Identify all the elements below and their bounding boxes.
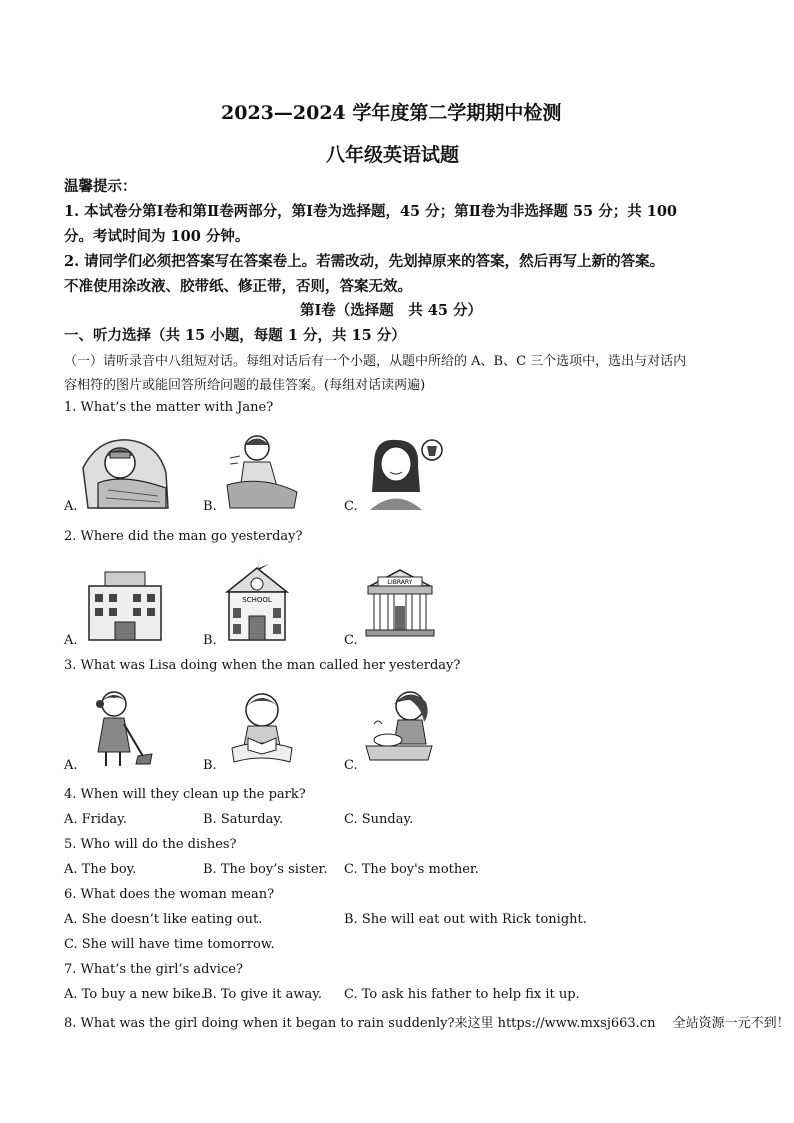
q1-option-a: A. — [64, 499, 78, 514]
q4-option-c: C. Sunday. — [344, 812, 414, 827]
tips-line-1a: 1. 本试卷分第Ⅰ卷和第Ⅱ卷两部分，第Ⅰ卷为选择题，45 分；第Ⅱ卷为非选择题 55 分；共 100 — [64, 203, 678, 220]
tips-line-2a: 2. 请同学们必须把答案写在答案卷上。若需改动，先划掉原来的答案，然后再写上新的答案。 — [64, 253, 665, 270]
question-4: 4. When will they clean up the park? — [64, 787, 306, 802]
question-7: 7. What’s the girl’s advice? — [64, 962, 243, 977]
school-building-image — [223, 556, 291, 642]
question-1: 1. What’s the matter with Jane? — [64, 400, 274, 415]
q3-option-b: B. — [203, 758, 217, 773]
q6-option-a: A. She doesn’t like eating out. — [64, 912, 263, 927]
nosebleed-image — [222, 430, 302, 510]
q3-option-a: A. — [64, 758, 78, 773]
q2-option-a: A. — [64, 633, 78, 648]
girl-sweeping-image — [90, 688, 156, 768]
question-3: 3. What was Lisa doing when the man called her yesterday? — [64, 658, 461, 673]
section1-title: 一、听力选择（共 15 小题，每题 1 分，共 15 分） — [64, 327, 406, 344]
tips-line-2b: 不准使用涂改液、胶带纸、修正带，否则，答案无效。 — [64, 278, 412, 295]
question-8: 8. What was the girl doing when it began to rain suddenly?来这里 https://www.mxsj663.cn 全站资源一元不到！ — [64, 1016, 790, 1031]
q2-option-b: B. — [203, 633, 217, 648]
library-building-image — [364, 568, 436, 638]
sick-in-bed-image — [78, 428, 173, 510]
q1-option-b: B. — [203, 499, 217, 514]
q1-option-c: C. — [344, 499, 358, 514]
exam-subtitle: 八年级英语试题 — [326, 144, 460, 166]
q3-option-c: C. — [344, 758, 358, 773]
q5-option-a: A. The boy. — [64, 862, 137, 877]
school-sign: SCHOOL — [242, 596, 272, 604]
girl-reading-image — [228, 688, 296, 766]
q2-option-c: C. — [344, 633, 358, 648]
tips-heading: 温馨提示： — [64, 178, 137, 195]
question-2: 2. Where did the man go yesterday? — [64, 529, 303, 544]
instruction-line-b: 容相符的图片或能回答所给问题的最佳答案。(每组对话读两遍) — [64, 378, 426, 393]
tips-line-1b: 分。考试时间为 100 分钟。 — [64, 228, 250, 245]
toothache-image — [360, 432, 445, 510]
q4-option-a: A. Friday. — [64, 812, 127, 827]
part1-title: 第Ⅰ卷（选择题 共 45 分） — [300, 302, 483, 319]
question-6: 6. What does the woman mean? — [64, 887, 275, 902]
question-5: 5. Who will do the dishes? — [64, 837, 237, 852]
exam-title: 2023—2024 学年度第二学期期中检测 — [221, 102, 562, 124]
q6-option-c: C. She will have time tomorrow. — [64, 937, 275, 952]
q5-option-c: C. The boy's mother. — [344, 862, 479, 877]
girl-cooking-image — [364, 688, 436, 768]
q7-option-b: B. To give it away. — [203, 987, 322, 1002]
instruction-line-a: （一）请听录音中八组短对话。每组对话后有一个小题，从题中所给的 A、B、C 三个选项中，选出与对话内 — [64, 354, 687, 369]
q5-option-b: B. The boy’s sister. — [203, 862, 328, 877]
q7-option-a: A. To buy a new bike. — [64, 987, 205, 1002]
library-sign: LIBRARY — [387, 579, 413, 586]
q7-option-c: C. To ask his father to help fix it up. — [344, 987, 580, 1002]
q6-option-b: B. She will eat out with Rick tonight. — [344, 912, 587, 927]
hospital-building-image — [87, 570, 163, 642]
q4-option-b: B. Saturday. — [203, 812, 284, 827]
